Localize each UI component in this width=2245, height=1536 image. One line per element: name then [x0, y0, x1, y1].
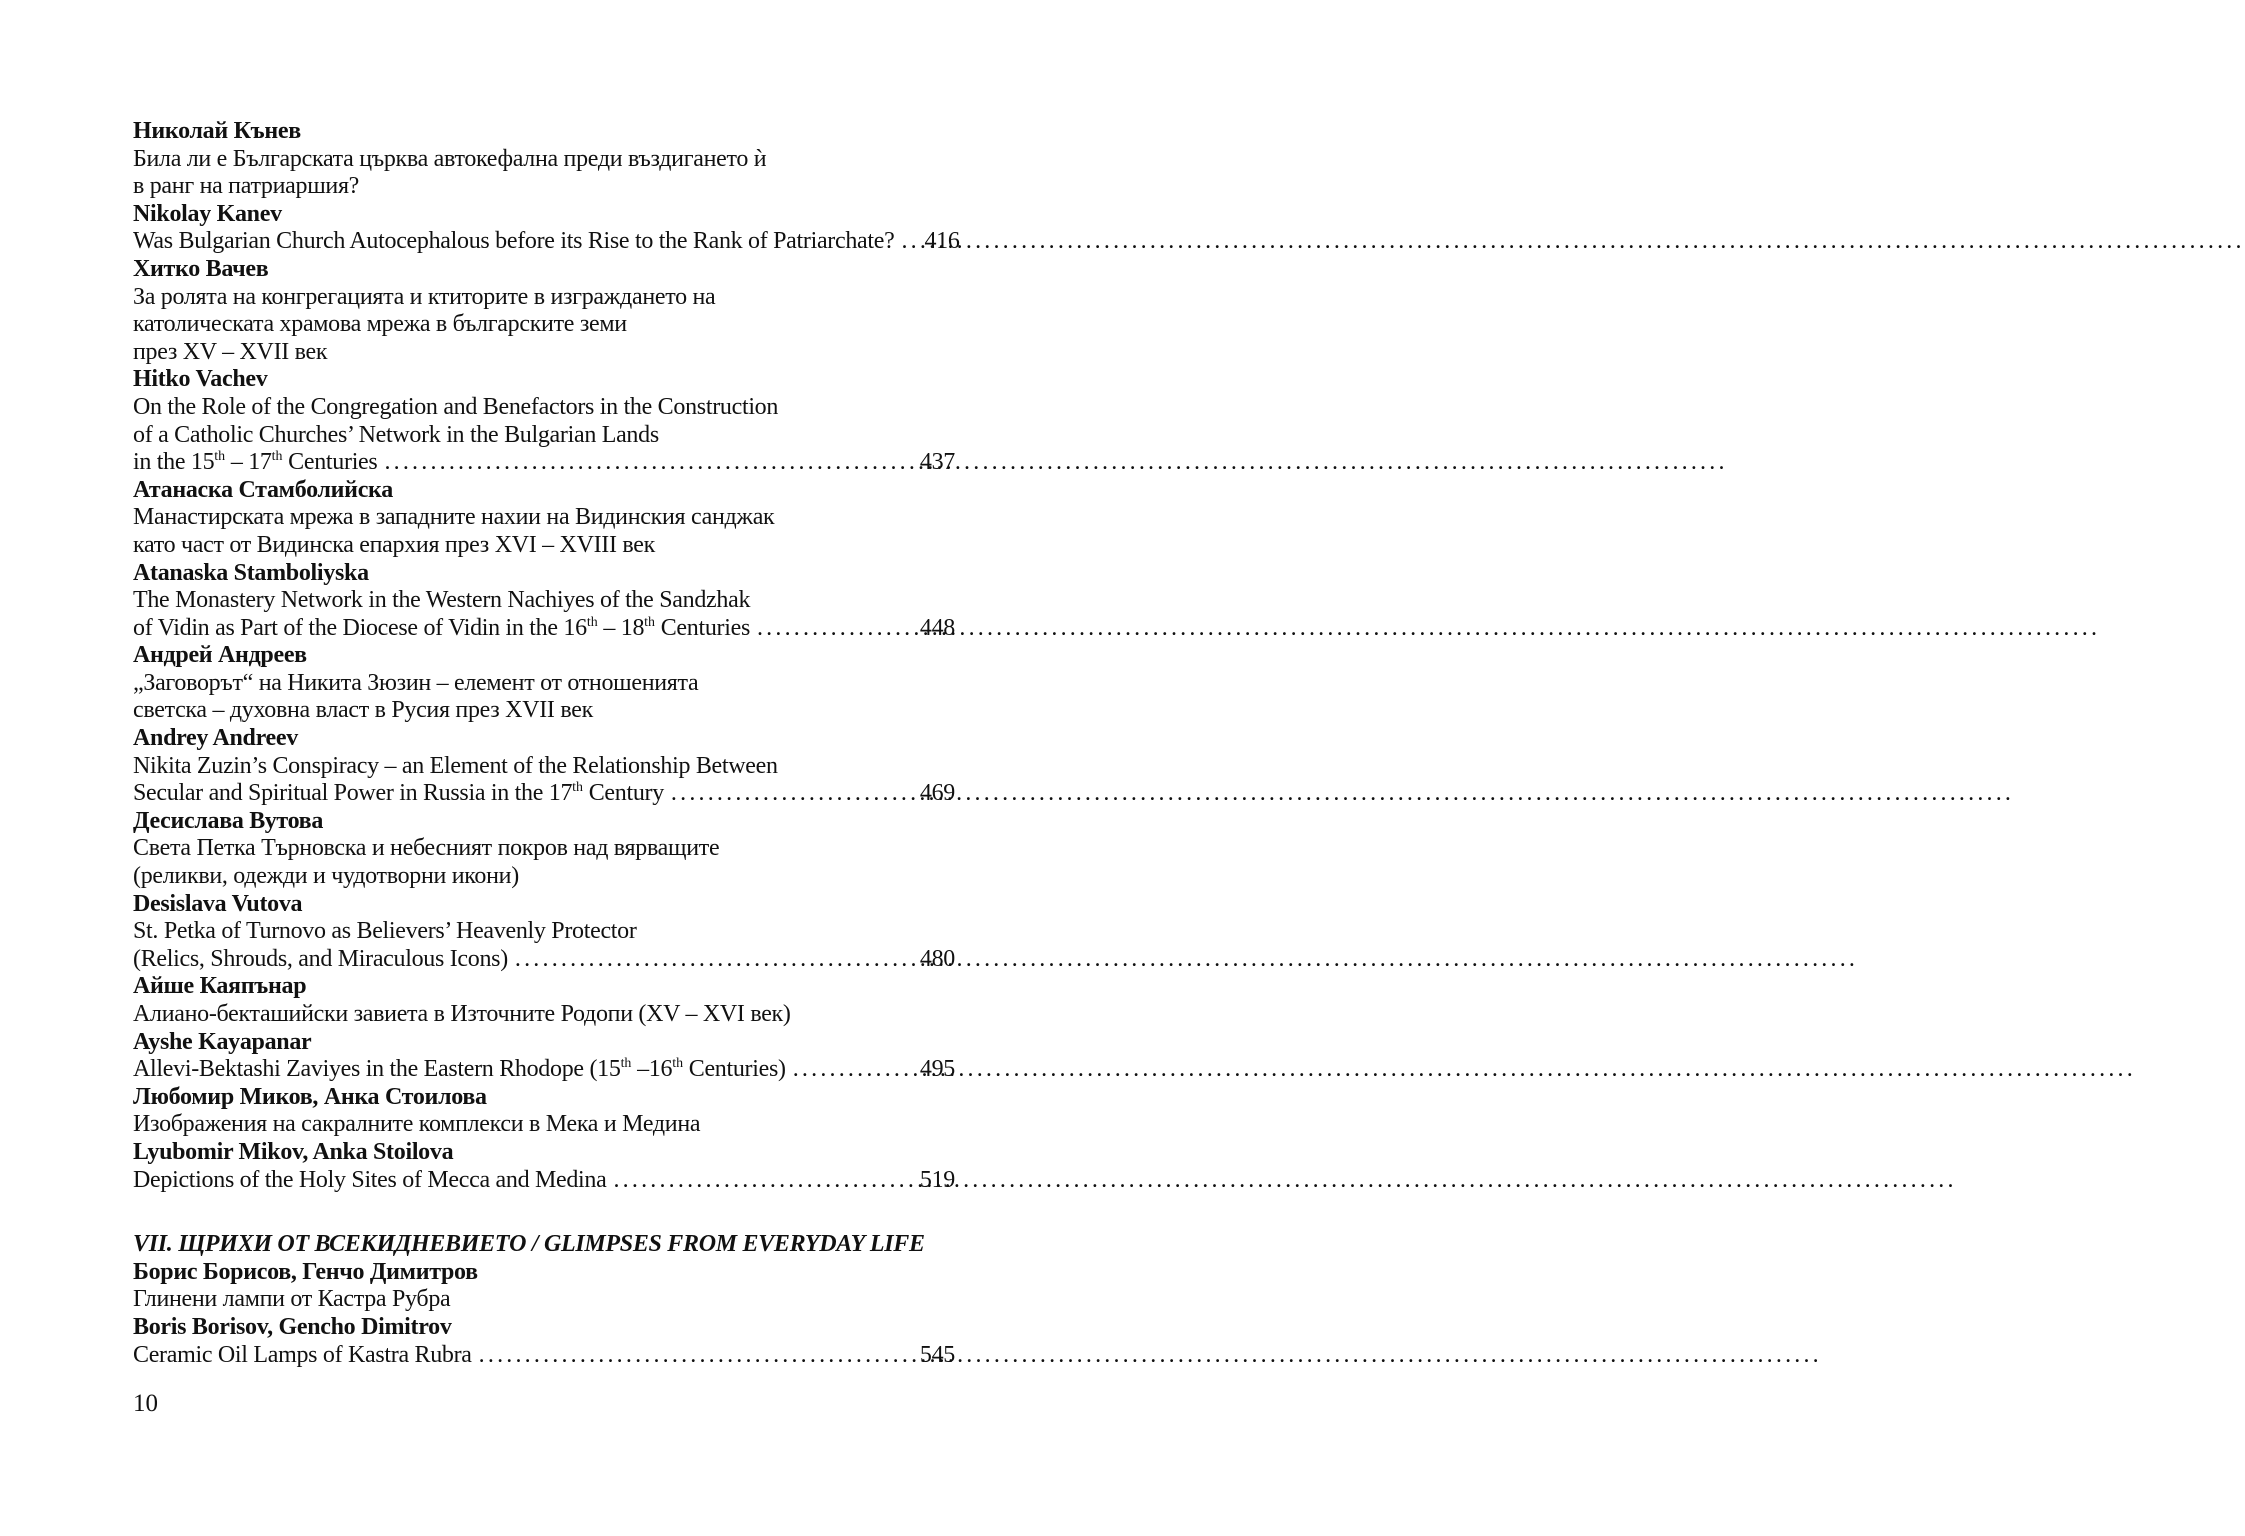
toc-line [133, 1286, 955, 1314]
toc-line [133, 835, 955, 863]
toc-page [0, 0, 1080, 1536]
toc-line [133, 256, 955, 284]
toc-line-text: Secular and Spiritual Power in Russia in the 17th Century [133, 780, 664, 807]
toc-line-text: in the 15th – 17th Centuries [133, 449, 378, 476]
toc-line-text: Борис Борисов, Генчо Димитров [133, 1258, 478, 1285]
dot-leader [793, 1056, 911, 1084]
toc-line [133, 560, 955, 588]
toc-line-text: Хитко Вачев [133, 255, 269, 282]
toc-line [133, 891, 955, 919]
toc-page-number: 545 [919, 1341, 955, 1368]
toc-line-text: Света Петка Търновска и небесният покров над вярващите [133, 835, 720, 862]
toc-line-text: „Заговорът“ на Никита Зюзин – елемент от отношенията [133, 669, 699, 696]
dot-leader [757, 615, 911, 643]
toc-line [133, 422, 955, 450]
toc-line-text: Манастирската мрежа в западните нахии на Видинския санджак [133, 504, 775, 531]
toc-line [133, 201, 955, 229]
toc-line-text: Was Bulgarian Church Autocephalous before its Rise to the Rank of Patriarchate? [133, 228, 895, 255]
section-heading [133, 1231, 955, 1259]
toc-line [133, 615, 955, 643]
toc-line [133, 670, 955, 698]
toc-line [133, 863, 955, 891]
toc-line [133, 1056, 955, 1084]
dot-leader [515, 946, 911, 974]
toc-line [133, 339, 955, 367]
toc-line [133, 1111, 955, 1139]
toc-line [133, 228, 960, 256]
toc-line-text: The Monastery Network in the Western Nachiyes of the Sandzhak [133, 587, 751, 614]
dot-leader [384, 449, 910, 477]
toc-line [133, 697, 955, 725]
toc-line [133, 780, 955, 808]
toc-line-text: Любомир Миков, Анка Стоилова [133, 1083, 487, 1110]
toc-line-text: като част от Видинска епархия през XVI – XVIII век [133, 531, 655, 558]
dot-leader [901, 228, 915, 256]
toc-line [133, 1314, 955, 1342]
toc-line-text: Алиано-бекташийски завиета в Източните Родопи (XV – XVI век) [133, 1001, 791, 1027]
toc-line [133, 1001, 955, 1029]
toc-line [133, 725, 955, 753]
page-number: 10 [133, 1390, 158, 1417]
toc-line-text: of Vidin as Part of the Diocese of Vidin in the 16th – 18th Centuries [133, 614, 750, 641]
toc-line-text: Depictions of the Holy Sites of Mecca and Medina [133, 1166, 607, 1193]
toc-line [133, 587, 955, 615]
toc-line-text: Hitko Vachev [133, 366, 268, 393]
toc-line-text: светска – духовна власт в Русия през XVII век [133, 697, 593, 724]
toc-line [133, 946, 955, 974]
toc-line [133, 753, 955, 781]
toc-line [133, 284, 955, 312]
toc-line-text: Ceramic Oil Lamps of Kastra Rubra [133, 1341, 472, 1368]
toc-page-number: 495 [919, 1056, 955, 1083]
toc-line-text: католическата храмова мрежа в българските земи [133, 311, 627, 338]
toc-line [133, 1259, 955, 1287]
toc-page-number: 480 [919, 945, 955, 972]
toc-line-text: Ayshe Kayapanar [133, 1028, 312, 1055]
toc-line-text: Allevi-Bektashi Zaviyes in the Eastern Rhodope (15th –16th Centuries) [133, 1056, 786, 1083]
toc-line [133, 532, 955, 560]
toc-line-text: Изображения на сакралните комплекси в Мека и Медина [133, 1111, 701, 1138]
toc-line [133, 366, 955, 394]
toc-line-text: Nikolay Kanev [133, 200, 282, 227]
toc-line [133, 173, 955, 201]
toc-line-text: Nikita Zuzin’s Conspiracy – an Element of the Relationship Between [133, 752, 778, 779]
toc-line [133, 146, 955, 174]
toc-line [133, 311, 955, 339]
toc-line-text: Desislava Vutova [133, 890, 303, 917]
toc-line-text: St. Petka of Turnovo as Believers’ Heavenly Protector [133, 918, 637, 945]
toc-line-text: Глинени лампи от Кастра Рубра [133, 1286, 451, 1313]
toc-line-text: Била ли е Българската църква автокефална преди въздигането ѝ [133, 145, 767, 172]
toc-list [133, 118, 960, 1369]
toc-line [133, 477, 955, 505]
toc-page-number: 519 [919, 1166, 955, 1193]
toc-line-text: Айше Каяпънар [133, 973, 307, 1000]
toc-line [133, 118, 955, 146]
toc-line-text: Атанаска Стамболийска [133, 476, 393, 503]
dot-leader [479, 1342, 911, 1370]
toc-line [133, 1167, 955, 1195]
toc-line-text: Atanaska Stamboliyska [133, 559, 369, 586]
toc-line [133, 1342, 955, 1370]
toc-line-text: Lyubomir Mikov, Anka Stoilova [133, 1138, 454, 1165]
dot-leader [613, 1167, 910, 1195]
toc-line [133, 1029, 955, 1057]
toc-line [133, 1084, 955, 1112]
toc-line [133, 1139, 955, 1167]
toc-line-text: (реликви, одежди и чудотворни икони) [133, 863, 519, 890]
toc-line [133, 394, 955, 422]
toc-page-number: 469 [919, 780, 955, 807]
toc-line [133, 918, 955, 946]
toc-line [133, 504, 955, 532]
toc-line-text: VII. ЩРИХИ ОТ ВСЕКИДНЕВИЕТО / GLIMPSES FROM EVERYDAY LIFE [133, 1231, 925, 1258]
toc-page-number: 437 [919, 449, 955, 476]
toc-line-text: Десислава Вутова [133, 807, 324, 834]
dot-leader [671, 780, 911, 808]
toc-line [133, 642, 955, 670]
toc-line-text: On the Role of the Congregation and Benefactors in the Construction [133, 393, 779, 420]
toc-line-text: през XV – XVII век [133, 338, 328, 365]
toc-line [133, 808, 955, 836]
toc-line-text: в ранг на патриаршия? [133, 173, 360, 200]
toc-line-text: Николай Кънев [133, 118, 301, 144]
toc-line-text: Boris Borisov, Gencho Dimitrov [133, 1313, 452, 1340]
toc-line-text: Andrey Andreev [133, 725, 298, 752]
toc-page-number: 448 [919, 614, 955, 641]
toc-line [133, 973, 955, 1001]
toc-line-text: of a Catholic Churches’ Network in the Bulgarian Lands [133, 421, 659, 448]
toc-line-text: (Relics, Shrouds, and Miraculous Icons) [133, 945, 508, 972]
toc-page-number: 416 [924, 228, 960, 255]
toc-line-text: За ролята на конгрегацията и ктиторите в изграждането на [133, 283, 716, 310]
toc-line-text: Андрей Андреев [133, 642, 307, 669]
toc-line [133, 449, 955, 477]
